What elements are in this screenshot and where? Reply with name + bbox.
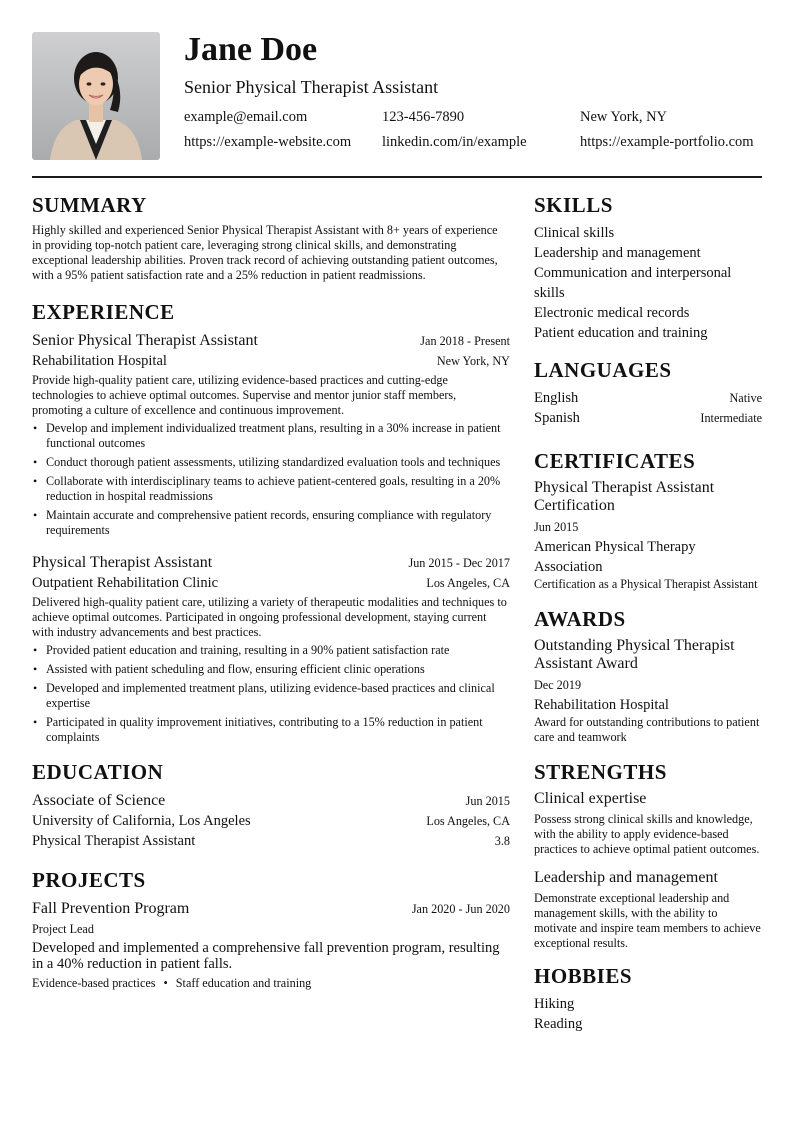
section-heading: PROJECTS: [32, 868, 146, 892]
list-item: • Conduct thorough patient assessments, utilizing standardized evaluation tools and techniques: [33, 455, 501, 469]
award-date: Dec 2019: [534, 678, 582, 692]
website-link[interactable]: https://example-website.com: [184, 134, 352, 150]
awards-section: [534, 606, 762, 745]
job-description: Delivered high-quality patient care, utilizing a variety of therapeutic modalities and techniques to achieve optimal outcomes. Participated in ongoing professional development, staying current with industry advancements and best practices.: [32, 595, 507, 639]
section-heading: LANGUAGES: [534, 358, 672, 382]
languages-section: [534, 357, 762, 428]
section-heading: SKILLS: [534, 193, 613, 217]
section-heading: STRENGTHS: [534, 760, 667, 784]
certificate-title: Physical Therapist Assistant Certification: [534, 479, 715, 514]
hobbies-section: [534, 963, 762, 1034]
strengths-section: [534, 759, 762, 951]
section-heading: EDUCATION: [32, 760, 164, 784]
experience-section: [32, 299, 510, 745]
strength-title: Leadership and management: [534, 869, 718, 886]
left-column: [32, 192, 510, 1007]
candidate-title: Senior Physical Therapist Assistant: [184, 77, 439, 97]
job-location: Los Angeles, CA: [426, 576, 510, 590]
strength-title: Clinical expertise: [534, 790, 647, 807]
education-gpa: 3.8: [494, 834, 510, 848]
job-location: New York, NY: [436, 354, 510, 368]
project-tags: [32, 975, 510, 991]
job-role: Senior Physical Therapist Assistant: [32, 332, 258, 349]
strength-description: Demonstrate exceptional leadership and management skills, with the ability to motivate and inspire team members to achieve exceptional results.: [534, 891, 761, 950]
skill-item: Leadership and management: [534, 245, 701, 261]
project-name: Fall Prevention Program: [32, 900, 190, 917]
certificates-section: [534, 448, 762, 592]
skill-item: Patient education and training: [534, 325, 708, 341]
education-degree: Associate of Science: [32, 792, 166, 809]
list-item: • Maintain accurate and comprehensive patient records, ensuring compliance with regulatory requirements: [33, 508, 492, 537]
skill-item: Communication and interpersonal skills: [534, 265, 732, 301]
section-heading: CERTIFICATES: [534, 449, 696, 473]
skill-item: Clinical skills: [534, 225, 615, 241]
project-tag: Staff education and training: [175, 976, 312, 990]
candidate-name: Jane Doe: [184, 31, 318, 68]
education-section: [32, 759, 510, 851]
certificate-date: Jun 2015: [534, 520, 579, 534]
tag-separator: •: [163, 976, 168, 990]
hobby-item: Reading: [534, 1016, 583, 1032]
profile-photo: [32, 32, 160, 160]
job-role: Physical Therapist Assistant: [32, 554, 213, 571]
language-level: Intermediate: [700, 411, 762, 425]
header-divider: [32, 176, 762, 178]
education-date: Jun 2015: [465, 794, 510, 808]
education-school: University of California, Los Angeles: [32, 813, 251, 829]
certificate-issuer: American Physical Therapy Association: [534, 539, 696, 575]
hobby-item: Hiking: [534, 996, 575, 1012]
strength-description: Possess strong clinical skills and knowledge, with the ability to apply evidence-based practices to achieve optimal patient outcomes.: [534, 812, 760, 856]
job-entry: [32, 330, 510, 538]
section-heading: SUMMARY: [32, 193, 147, 217]
section-heading: EXPERIENCE: [32, 300, 175, 324]
award-description: Award for outstanding contributions to patient care and teamwork: [534, 715, 760, 744]
job-entry: [32, 552, 510, 745]
project-dates: Jan 2020 - Jun 2020: [411, 902, 510, 916]
list-item: • Collaborate with interdisciplinary teams to achieve patient-centered goals, resulting in a 20% reduction in hospital readmissions: [33, 474, 501, 503]
list-item: • Provided patient education and training, resulting in a 90% patient satisfaction rate: [33, 643, 450, 657]
strength-item: [534, 790, 762, 857]
list-item: • Participated in quality improvement initiatives, contributing to a 15% reduction in patient complaints: [33, 715, 483, 744]
email-link[interactable]: example@email.com: [184, 109, 308, 125]
job-description: Provide high-quality patient care, utilizing evidence-based practices and cutting-edge technologies to achieve optimal outcomes. Supervise and mentor junior staff members, promoting a culture of excellence and continuous improvement.: [32, 373, 457, 417]
award-title: Outstanding Physical Therapist Assistant Award: [534, 637, 735, 672]
project-description: Developed and implemented a comprehensive fall prevention program, resulting in a 40% reduction in patient falls.: [32, 940, 500, 972]
phone-number: 123-456-7890: [382, 109, 465, 125]
education-location: Los Angeles, CA: [426, 814, 510, 828]
job-company: Outpatient Rehabilitation Clinic: [32, 575, 219, 591]
skill-item: Electronic medical records: [534, 305, 690, 321]
project-tag: Evidence-based practices: [32, 976, 156, 990]
job-dates: Jun 2015 - Dec 2017: [408, 556, 510, 570]
summary-text: Highly skilled and experienced Senior Physical Therapist Assistant with 8+ years of experience in providing top-notch patient care, leveraging strong clinical skills, and demonstrating exceptional leadership abilities. Proven track record of achieving outstanding patient outcomes, with a 95% patient satisfaction rate and a 25% reduction in patient readmissions.: [32, 223, 498, 282]
linkedin-link[interactable]: linkedin.com/in/example: [382, 134, 527, 150]
job-dates: Jan 2018 - Present: [420, 334, 510, 348]
list-item: • Develop and implement individualized treatment plans, resulting in a 30% increase in patient functional outcomes: [33, 421, 501, 450]
contact-info: [184, 108, 774, 152]
language-name: Spanish: [534, 410, 580, 426]
list-item: • Assisted with patient scheduling and flow, ensuring efficient clinic operations: [33, 662, 425, 676]
location-text: New York, NY: [580, 109, 668, 125]
education-field: Physical Therapist Assistant: [32, 833, 196, 849]
strength-item: [534, 869, 762, 951]
language-name: English: [534, 390, 579, 406]
section-heading: HOBBIES: [534, 964, 633, 988]
language-level: Native: [729, 391, 762, 405]
language-item: [534, 388, 762, 408]
summary-section: [32, 192, 510, 283]
projects-section: [32, 867, 510, 991]
award-issuer: Rehabilitation Hospital: [534, 697, 669, 713]
language-item: [534, 408, 762, 428]
job-company: Rehabilitation Hospital: [32, 353, 167, 369]
right-column: [534, 192, 762, 1048]
job-bullets: [32, 643, 510, 745]
list-item: • Developed and implemented treatment plans, utilizing evidence-based practices and clinical expertise: [33, 681, 495, 710]
portfolio-link[interactable]: https://example-portfolio.com: [580, 134, 754, 150]
section-heading: AWARDS: [534, 607, 626, 631]
certificate-description: Certification as a Physical Therapist Assistant: [534, 577, 758, 591]
project-role: Project Lead: [32, 922, 94, 936]
skills-section: [534, 192, 762, 343]
job-bullets: [32, 421, 510, 538]
